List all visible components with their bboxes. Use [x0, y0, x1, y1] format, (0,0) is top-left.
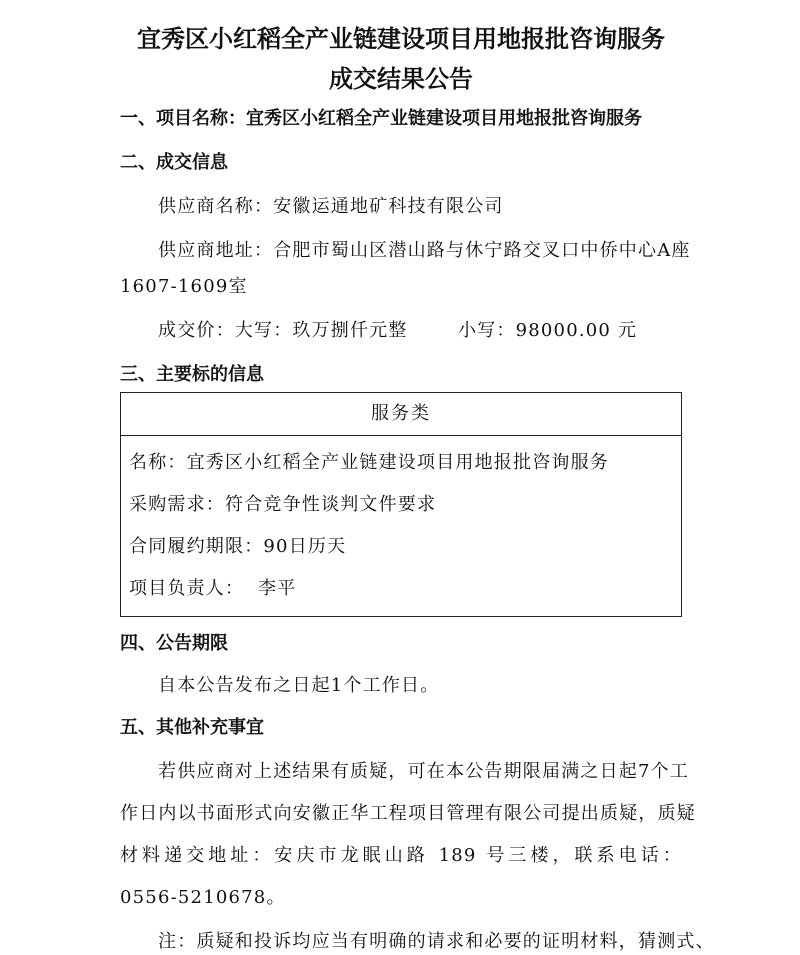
supplement-line4: 0556-5210678。	[120, 887, 286, 908]
document-title-line2: 成交结果公告	[329, 65, 473, 93]
transaction-price	[120, 318, 682, 344]
supplier-address-line1: 供应商地址：合肥市蜀山区潜山路与休宁路交叉口中侨中心A座	[158, 240, 691, 261]
note-line: 注：质疑和投诉均应当有明确的请求和必要的证明材料，猜测式、	[158, 931, 715, 952]
price-in-words: 成交价：大写：玖万捌仟元整	[158, 320, 408, 341]
section3-heading: 三、主要标的信息	[120, 364, 264, 385]
supplement-line3: 材料递交地址：安庆市龙眠山路 189 号三楼，联系电话：	[120, 845, 682, 866]
table-row-project-name: 名称：宜秀区小红稻全产业链建设项目用地报批咨询服务	[129, 452, 609, 473]
supplier-name: 供应商名称：安徽运通地矿科技有限公司	[158, 196, 504, 217]
table-body-cell	[121, 436, 682, 617]
price-in-figures: 小写：98000.00 元	[458, 320, 638, 341]
section1-heading: 一、项目名称：宜秀区小红稻全产业链建设项目用地报批咨询服务	[120, 108, 642, 129]
announcement-period-text: 自本公告发布之日起1个工作日。	[158, 675, 440, 696]
section4-heading: 四、公告期限	[120, 633, 228, 654]
table-row-requirement: 采购需求：符合竞争性谈判文件要求	[129, 494, 437, 515]
supplier-address-line2: 1607-1609室	[120, 276, 248, 297]
table-row-contract-term: 合同履约期限：90日历天	[129, 536, 347, 557]
table-header-cell: 服务类	[121, 393, 682, 436]
table-header-row	[121, 393, 682, 436]
supplement-line1: 若供应商对上述结果有质疑，可在本公告期限届满之日起7个工	[158, 761, 690, 782]
section5-heading: 五、其他补充事宜	[120, 717, 264, 738]
subject-info-table	[120, 392, 682, 617]
section2-heading: 二、成交信息	[120, 152, 228, 173]
table-row-project-lead: 项目负责人： 李平	[129, 578, 297, 599]
document-title-line1: 宜秀区小红稻全产业链建设项目用地报批咨询服务	[137, 25, 665, 53]
supplement-line2: 作日内以书面形式向安徽正华工程项目管理有限公司提出质疑，质疑	[120, 803, 696, 824]
table-body-row	[121, 436, 682, 617]
